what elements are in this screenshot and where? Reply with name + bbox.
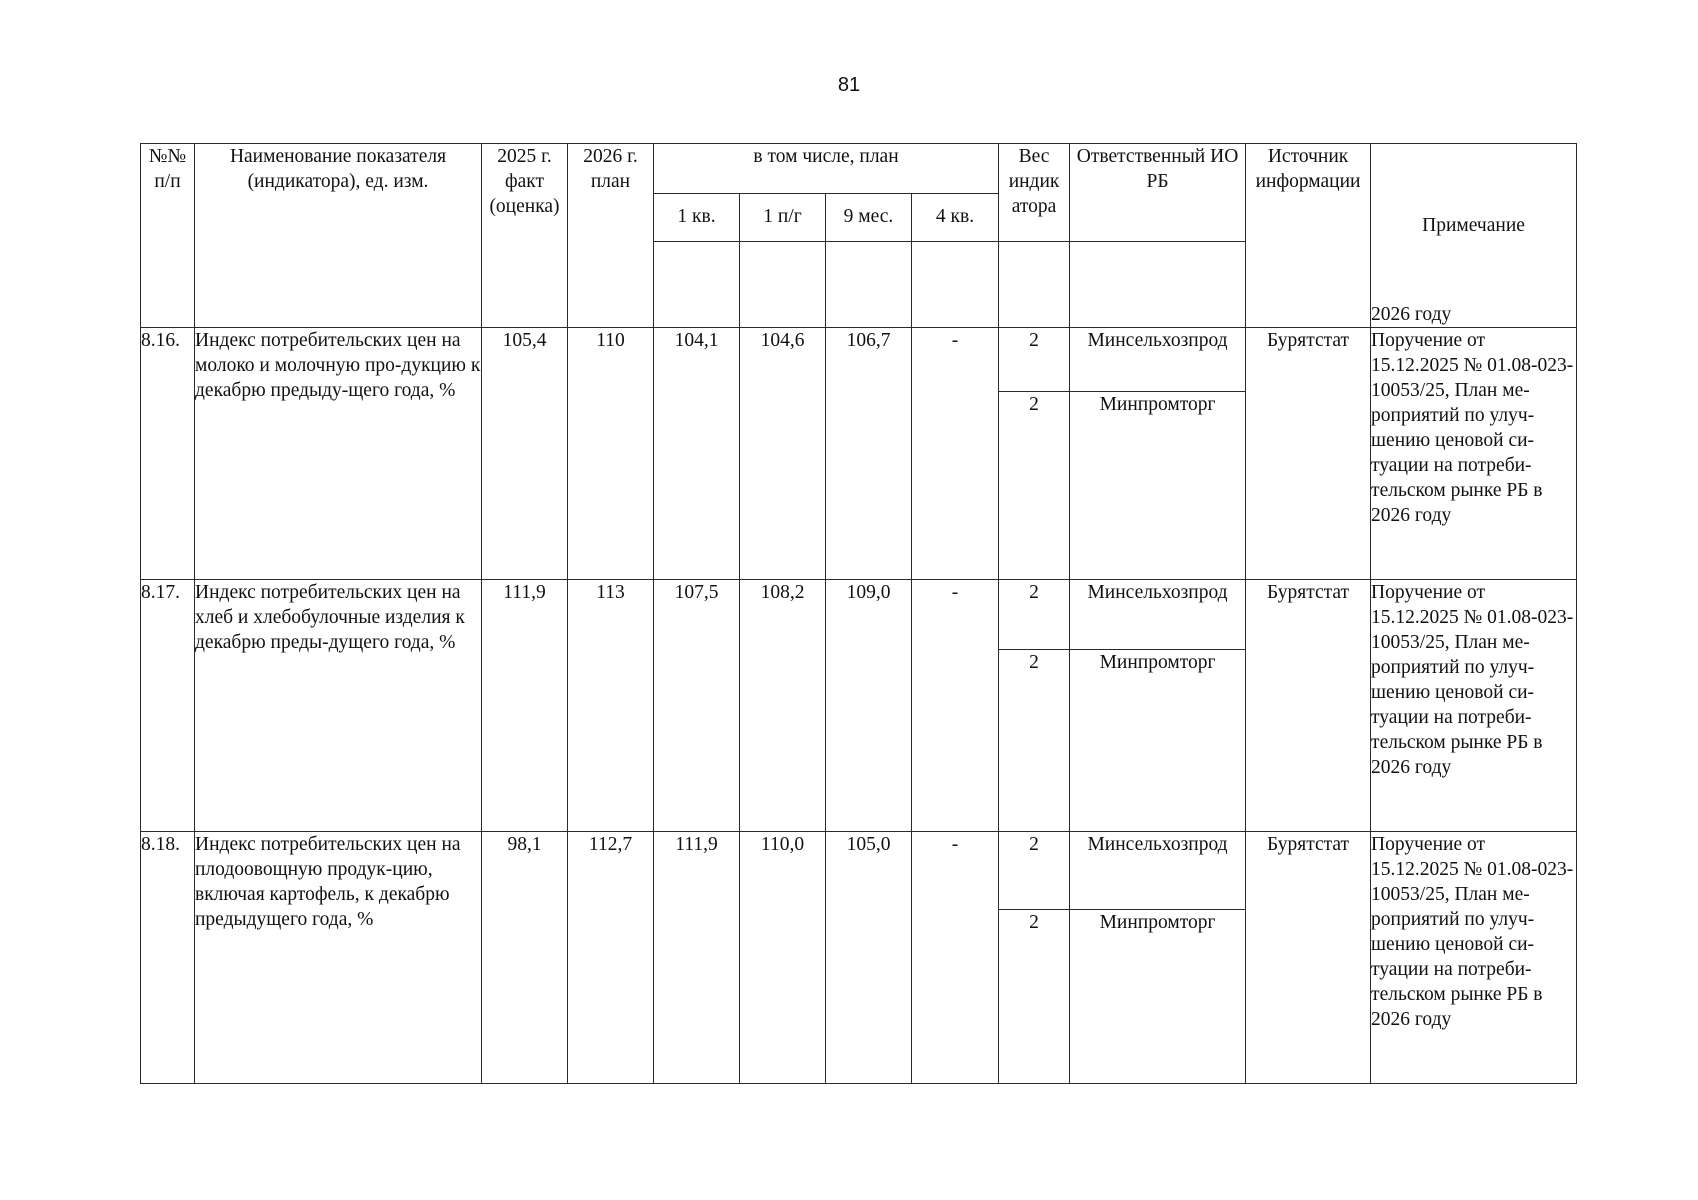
row-weight: 2 bbox=[999, 650, 1070, 832]
blank-cell bbox=[826, 242, 912, 328]
row-h1: 108,2 bbox=[740, 580, 826, 832]
row-name: Индекс потребительских цен на молоко и молочную про-дукцию к декабрю предыду-щего года, % bbox=[195, 328, 482, 580]
row-q4: - bbox=[912, 580, 999, 832]
blank-cell bbox=[740, 242, 826, 328]
row-weight: 2 bbox=[999, 392, 1070, 580]
row-responsible: Минпромторг bbox=[1070, 650, 1246, 832]
row-source: Бурятстат bbox=[1246, 328, 1371, 580]
row-weight: 2 bbox=[999, 328, 1070, 392]
header-note-label: Примечание bbox=[1422, 215, 1525, 236]
table-row bbox=[141, 832, 1577, 910]
header-9m: 9 мес. bbox=[826, 194, 912, 242]
header-responsible: Ответственный ИО РБ bbox=[1070, 144, 1246, 242]
note-carryover: 2026 году bbox=[1371, 304, 1452, 325]
header-q1: 1 кв. bbox=[654, 194, 740, 242]
row-plan-2026: 112,7 bbox=[568, 832, 654, 1084]
blank-cell bbox=[999, 242, 1070, 328]
blank-cell bbox=[1070, 242, 1246, 328]
row-source: Бурятстат bbox=[1246, 580, 1371, 832]
row-q1: 111,9 bbox=[654, 832, 740, 1084]
row-weight: 2 bbox=[999, 580, 1070, 650]
row-fact-2025: 111,9 bbox=[482, 580, 568, 832]
row-note: Поручение от 15.12.2025 № 01.08-023-10053/25, План ме-роприятий по улуч-шению ценовой си-туации на потреби-тельском рынке РБ в 2026 году bbox=[1371, 832, 1577, 1084]
row-q4: - bbox=[912, 832, 999, 1084]
row-num: 8.17. bbox=[141, 580, 195, 832]
row-q4: - bbox=[912, 328, 999, 580]
row-9m: 106,7 bbox=[826, 328, 912, 580]
row-name: Индекс потребительских цен на плодоовощную продук-цию, включая картофель, к декабрю предыдущего года, % bbox=[195, 832, 482, 1084]
row-num: 8.16. bbox=[141, 328, 195, 580]
row-responsible: Минпромторг bbox=[1070, 910, 1246, 1084]
header-fact-2025: 2025 г. факт (оценка) bbox=[482, 144, 568, 328]
page-number: 81 bbox=[837, 74, 861, 96]
header-weight: Вес индик атора bbox=[999, 144, 1070, 242]
row-note: Поручение от 15.12.2025 № 01.08-023-10053/25, План ме-роприятий по улуч-шению ценовой си-туации на потреби-тельском рынке РБ в 2026 году bbox=[1371, 580, 1577, 832]
table-row bbox=[141, 580, 1577, 650]
row-note: Поручение от 15.12.2025 № 01.08-023-10053/25, План ме-роприятий по улуч-шению ценовой си-туации на потреби-тельском рынке РБ в 2026 году bbox=[1371, 328, 1577, 580]
row-h1: 110,0 bbox=[740, 832, 826, 1084]
indicators-table bbox=[140, 143, 1577, 1084]
row-weight: 2 bbox=[999, 910, 1070, 1084]
row-responsible: Минсельхозпрод bbox=[1070, 832, 1246, 910]
row-plan-2026: 113 bbox=[568, 580, 654, 832]
header-num: №№ п/п bbox=[141, 144, 195, 328]
blank-cell bbox=[912, 242, 999, 328]
row-h1: 104,6 bbox=[740, 328, 826, 580]
row-q1: 107,5 bbox=[654, 580, 740, 832]
row-name: Индекс потребительских цен на хлеб и хлебобулочные изделия к декабрю преды-дущего года, % bbox=[195, 580, 482, 832]
row-9m: 109,0 bbox=[826, 580, 912, 832]
row-fact-2025: 98,1 bbox=[482, 832, 568, 1084]
header-source: Источник информации bbox=[1246, 144, 1371, 328]
row-q1: 104,1 bbox=[654, 328, 740, 580]
row-num: 8.18. bbox=[141, 832, 195, 1084]
row-plan-2026: 110 bbox=[568, 328, 654, 580]
row-responsible: Минсельхозпрод bbox=[1070, 328, 1246, 392]
header-q4: 4 кв. bbox=[912, 194, 999, 242]
header-row bbox=[141, 144, 1577, 194]
blank-cell bbox=[654, 242, 740, 328]
header-note bbox=[1371, 144, 1577, 328]
row-fact-2025: 105,4 bbox=[482, 328, 568, 580]
row-responsible: Минсельхозпрод bbox=[1070, 580, 1246, 650]
header-including-plan: в том числе, план bbox=[654, 144, 999, 194]
header-h1: 1 п/г bbox=[740, 194, 826, 242]
header-plan-2026: 2026 г. план bbox=[568, 144, 654, 328]
row-9m: 105,0 bbox=[826, 832, 912, 1084]
row-responsible: Минпромторг bbox=[1070, 392, 1246, 580]
table-row bbox=[141, 328, 1577, 392]
row-weight: 2 bbox=[999, 832, 1070, 910]
header-name: Наименование показателя (индикатора), ед. изм. bbox=[195, 144, 482, 328]
row-source: Бурятстат bbox=[1246, 832, 1371, 1084]
